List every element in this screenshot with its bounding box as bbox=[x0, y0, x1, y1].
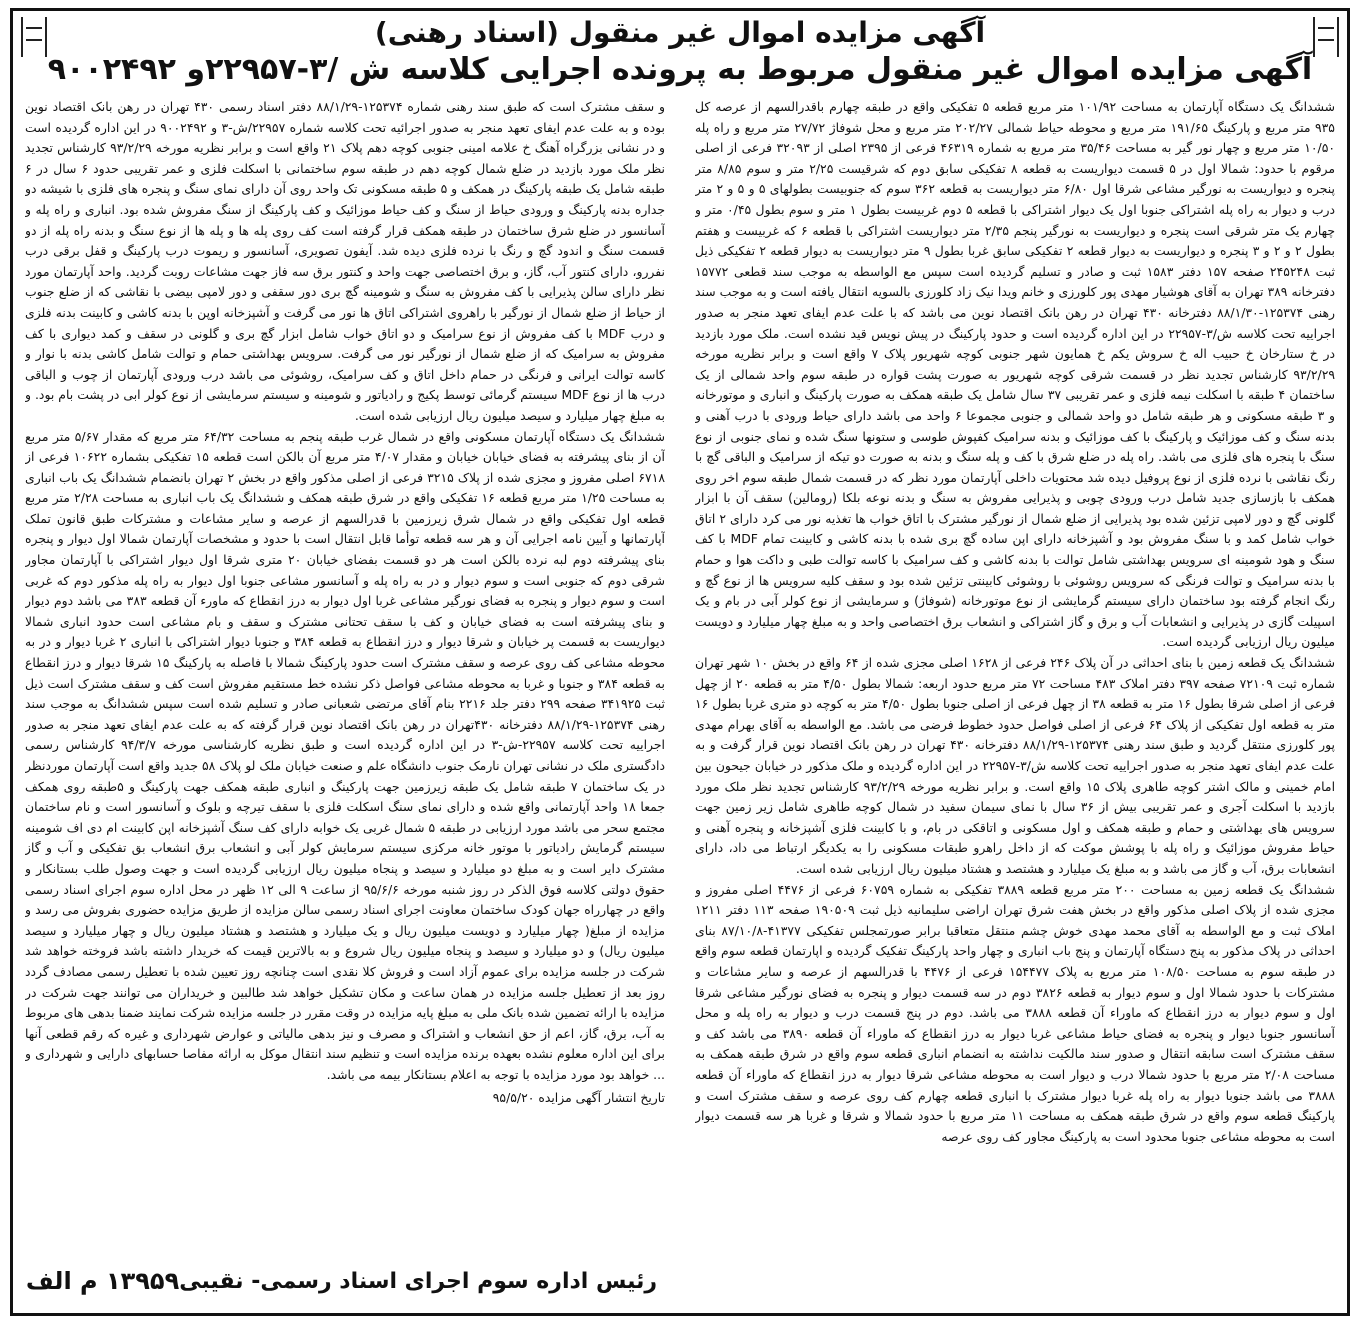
property-paragraph: ششدانگ یک قطعه زمین به مساحت ۲۰۰ متر مربع قطعه ۳۸۸۹ تفکیکی به شماره ۶۰۷۵۹ فرعی از ۴۴۷۶ اصلی مفروز و مجزی شده از پلاک اصلی مذکور واقع در بخش هفت شرق تهران اراضی سلیمانیه ذیل ثبت ۱۹۰۵۰۹ صفحه ۱۱۳ دفتر ۱۲۱۱ املاک ثبت و مع الواسطه به آقای محمد مهدی خوش چشم منتقل متعاقبا برابر صورتمجلس تفکیکی ۴۱۳۷۷-۸۷/۱۰/۸ بنای احداثی در پلاک مذکور به پنج دستگاه آپارتمان و پنج باب انباری و چهار واحد پارکینگ تفکیک گردیده و اپارتمان قطعه سوم واقع در طبقه سوم به مساحت ۱۰۸/۵۰ متر مربع به پلاک ۱۵۴۴۷۷ فرعی از ۴۴۷۶ با قدرالسهم از عرصه و سایر مشاعات و مشترکات با حدود شمالا اول و سوم دیوار به قطعه ۳۸۲۶ دوم در سه قسمت دیوار و پنجره به فضای نورگیر مشاعی شرقا اول و سوم دیوار به درز انقطاع که ماوراء آن قطعه ۳۸۸۸ می باشد. دوم در پنج قسمت درب و دیوار به راه پله و محل آسانسور جنوبا دیوار و پنجره به فضای حیاط مشاعی غربا دیوار به درز انقطاع که ماوراء آن قطعه ۳۸۹۰ می باشد کف و سقف مشترک است سابقه انتقال و صدور سند مالکیت نداشته به انضمام انباری قطعه سوم واقع در شرق طبقه همکف به مساحت ۲/۰۸ متر مربع با حدود شمالا درب و دیوار است به محوطه مشاعی شرقا دیوار به درز انقطاع که ماوراء آن قطعه ۳۸۸۸ می باشد جنوبا دیوار به راه پله غربا دیوار مشترک با انباری قطعه چهارم کف روی عرصه و سقف مشترک است و پارکینگ قطعه سوم واقع در شرق طبقه همکف به مساحت ۱۱ متر مربع با حدود شمالا و شرقا و غربا هر سه قسمت دیوار است به محوطه مشاعی جنوبا محدود است به پارکینگ مجاور کف روی عرصه bbox=[695, 881, 1335, 1144]
right-column bbox=[695, 97, 1335, 1257]
property-paragraph: ششدانگ یک قطعه زمین با بنای احداثی در آن پلاک ۲۴۶ فرعی از ۱۶۲۸ اصلی مجزی شده از ۶۴ واقع در بخش ۱۰ شهر تهران شماره ثبت ۷۲۱۰۹ صفحه ۳۹۷ دفتر املاک ۴۸۳ مساحت ۷۲ متر مربع حدود اربعه: شمالا بطول ۴/۵۰ متر به قطعه ۲۰ از چهل فرعی از اصلی شرقا بطول ۱۶ متر به قطعه ۳۸ از چهل فرعی از اصلی جنوبا بطول ۴/۵۰ متر به کوچه دو متری غربا بطول ۱۶ متر به قطعه اول تفکیکی از پلاک ۶۴ فرعی از اصلی فواصل حدود خطوط فرضی می باشد. مع الواسطه به آقای بهرام مهدی پور کلورزی منتقل گردید و طبق سند رهنی ۱۲۵۳۷۴-۸۸/۱/۲۹ دفترخانه ۴۳۰ تهران در رهن بانک اقتصاد نوین قرار گرفت و به علت عدم ایفای تعهد منجر به صدور اجراییه تحت کلاسه ش/۳-۲۲۹۵۷ در این اداره گردیده و ملک مذکور در خیابان جیحون بین امام خمینی و مالک اشتر کوچه طاهری پلاک ۱۵ واقع است. و برابر نظریه مورخه ۹۳/۲/۲۹ کارشناس تجدید نظر ملک مورد بازدید با اسکلت آجری و عمر تقریبی بیش از ۳۶ سال با نمای سیمان سفید در شمال کوچه طاهری شامل زیر زمین جهت سرویس های بهداشتی و حمام و طبقه همکف و اول مسکونی و اتاقکی در بام، و با کابینت فلزی آشپزخانه و پنجره آهنی و حیاط مفروش موزائیک و راه پله با پوشش موکت که از داخل راهرو طبقات مسکونی را به یکدیگر ارتباط می داد، دارای انشعابات برق، آب و گاز می باشد و به مبلغ یک میلیارد و هشتصد و هشتاد میلیون ریال ارزیابی شده است. bbox=[695, 655, 1335, 876]
page-title: آگهی مزایده اموال غیر منقول (اسناد رهنی) bbox=[374, 16, 986, 49]
reference-number: ۱۳۹۵۹ م الف bbox=[25, 1267, 180, 1295]
frame-ornament-icon bbox=[1313, 17, 1339, 57]
left-column bbox=[25, 97, 665, 1257]
text-columns bbox=[13, 97, 1347, 1257]
property-paragraph: ششدانگ یک دستگاه آپارتمان مسکونی واقع در شمال غرب طبقه پنجم به مساحت ۶۴/۳۲ متر مربع که مقدار ۵/۶۷ متر مربع آن از بنای پیشرفته به فضای خیابان خیابان و مقدار ۴/۰۷ متر مربع آن بالکن است قطعه ۱۵ تفکیکی بشماره ۱۰۶۲۲ فرعی از ۶۷۱۸ اصلی مفروز و مجزی شده از پلاک ۳۲۱۵ فرعی از اصلی مذکور واقع در بخش ۲ تهران بانضمام ششدانگ یک باب انباری به مساحت ۱/۲۵ متر مربع قطعه ۱۶ تفکیکی واقع در شرق طبقه همکف و ششدانگ یک باب انباری به مساحت ۲/۲۸ متر مربع قطعه اول تفکیکی واقع در شمال شرق زیرزمین با قدرالسهم از عرصه و سایر مشاعات و مشترکات طبق قانون تملک آپارتمانها و آیین نامه اجرایی آن و هر سه قطعه توأما قابل انتقال است با حدود و مشخصات آپارتمان شمالا اول دیوار و پنجره بنای پیشرفته دوم لبه نرده بالکن است هر دو قسمت بفضای خیابان ۲۰ متری شرقا اول دیوار اشتراکی با آپارتمان مجاور شرقی دوم که جنوبی است و سوم دیوار و در به راه پله و آسانسور مشاعی جنوبا اول دیوار به راه پله مذکور دوم که غربی است و سوم دیوار و پنجره به فضای نورگیر مشاعی غربا اول دیوار به درز انقطاع که ماورء آن قطعه ۳۸۳ می باشد دوم دیوار و بنای پیشرفته است به فضای خیابان و کف با سقف تحتانی مشترک و سقف و بام مشاعی است حدود انباری شمالا دیواریست به قسمت پر خیابان و شرقا دیوار و درز انقطاع به قطعه ۳۸۴ و جنوبا دیوار اشتراکی با انباری ۲ غربا دیوار و در به محوطه مشاعی کف روی عرصه و سقف مشترک است حدود پارکینگ شمالا با فاصله به پارکینگ ۱۵ شرقا دیوار و درز انقطاع به قطعه ۳۸۴ و جنوبا و غربا به محوطه مشاعی فواصل ذکر نشده خط مستقیم مفروش است کف و سقف مشترک است ذیل ثبت ۳۴۱۹۲۵ صفحه ۲۹۹ دفتر جلد ۲۲۱۶ بنام آقای مرتضی شعبانی صادر و تسلیم شده است سپس ششدانگ به موجب سند رهنی ۱۲۵۳۷۴-۸۸/۱/۲۹ دفترخانه ۴۳۰تهران در رهن بانک اقتصاد نوین قرار گرفته که به علت عدم ایفای تعهد منجر به صدور اجراییه تحت کلاسه ۲۲۹۵۷-ش-۳ در این اداره گردیده است و طبق نظریه کارشناسی مورخه ۹۴/۳/۷ کارشناس رسمی دادگستری ملک در نشانی تهران نارمک جنوب دانشگاه علم و صنعت خیابان ملک لو پلاک ۵۸ جدید واقع است آپارتمان موردنظر در یک ساختمان ۷ طبقه شامل یک طبقه زیرزمین جهت پارکینگ و انباری طبقه همکف جهت پارکینگ و ۵طبقه روی همکف جمعا ۱۸ واحد آپارتمانی واقع شده و دارای نمای سنگ اسکلت فلزی با سقف تیرچه و بلوک و آسانسور است و نام ساختمان مجتمع سحر می باشد مورد ارزیابی در طبقه ۵ شمال غربی یک خوابه دارای کف سنگ آشپزخانه اپن کابینت ام دی اف شومینه سیستم گرمایش رادیاتور با موتور خانه مرکزی سیستم سرمایش کولر آبی و انشعاب برق انشعاب بق تفکیکی و آب و گاز مشترک دایر است و به مبلغ دو میلیارد و سیصد و پنجاه میلیون ریال ارزیابی گردیده است و جهت وصول طلب بستانکار و حقوق دولتی کلاسه فوق الذکر در روز شنبه مورخه ۹۵/۶/۶ از ساعت ۹ الی ۱۲ ظهر در محل اداره سوم اجرای اسناد رسمی واقع در چهارراه جهان کودک ساختمان معاونت اجرای اسناد رسمی سالن مزایده از طریق مزایده حضوری بفروش می رسد و مزایده از مبلغ( چهار میلیارد و دویست میلیون ریال و یک میلیارد و هشتصد و هشتاد میلیون ریال و چهار میلیارد و سیصد میلیون ریال) و دو میلیارد و سیصد و پنجاه میلیون ریال شروع و به بالاترین قیمت که خریدار داشته باشد فروخته خواهد شد شرکت در جلسه مزایده برای عموم آزاد است و فروش کلا نقدی است چنانچه روز تعیین شده با تعطیل رسمی مصادف گردد روز بعد از تعطیل جلسه مزایده در همان ساعت و مکان تشکیل خواهد شد طالبین و خریداران می توانند جهت شرکت در مزایده با ارائه تضمین شده بانک ملی به مبلغ پایه مزایده در وقت مقرر در جلسه مزایده شرکت نمایند ضمنا بدهی های مربوط به آب، برق، گاز، اعم از حق انشعاب و اشتراک و مصرف و نیز بدهی مالیاتی و عوارض شهرداری و غیره که رقم قطعی آنها برای این اداره معلوم نشده بعهده برنده مزایده است و تنظیم سند انتقال موکل به ارائه مفاصا حسابهای دارایی و شهرداری و ... خواهد بود مورد مزایده با توجه به اعلام بستانکار بیمه می باشد. bbox=[25, 428, 665, 1082]
frame-ornament-icon bbox=[21, 17, 47, 57]
publication-date: تاریخ انتشار آگهی مزایده ۹۵/۵/۲۰ bbox=[492, 1089, 665, 1105]
property-paragraph: ششدانگ یک دستگاه آپارتمان به مساحت ۱۰۱/۹۲ متر مربع قطعه ۵ تفکیکی واقع در طبقه چهارم باقدرالسهم از عرصه کل ۹۳۵ متر مربع و پارکینگ ۱۹۱/۶۵ متر مربع و محوطه حیاط شمالی ۲۰۲/۲۷ متر مربع و محل شوفاژ ۲۷/۷۲ متر مربع و راه پله ۱۰/۵۰ متر مربع و چهار نور گیر به مساحت ۳۵/۴۶ متر مربع به شماره ۴۶۳۱۹ فرعی از ۲۳۹۵ اصلی از ۳۲۰۹۳ فرعی از اصلی مرقوم با حدود: شمالا اول در ۵ قسمت دیواریست به قطعه ۸ تفکیکی سابق دوم که شرقیست ۲/۲۵ متر و سوم ۸/۸۵ متر پنجره و دیواریست به نورگیر مشاعی شرقا اول ۶/۸۰ متر دیواریست به قطعه ۳۶۲ سوم که جنوبیست بطولهای ۵ و ۵ و ۲ متر درب و دیوار به راه پله اشتراکی جنوبا اول یک دیوار اشتراکی با قطعه ۵ دوم غربیست بطول ۱ متر و سوم بطول ۰/۴۵ متر و چهارم یک متر شرقی است پنجره و دیواریست به نورگیر پنجم ۲/۳۵ متر دیواریست اشتراکی با قطعه ۶ که غربیست و هفتم بطول ۲ و ۲ و ۳ پنجره و دیواریست به دیوار قطعه ۲ تفکیکی سابق غربا بطول ۹ متر دیواریست به دیوار قطعه ۲ تفکیکی ذیل ثبت ۲۴۵۲۴۸ صفحه ۱۵۷ دفتر ۱۵۸۳ ثبت و صادر و تسلیم گردیده است سپس مع الواسطه به موجب سند قطعی ۱۵۷۷۲ دفترخانه ۳۸۹ تهران به آقای هوشیار مهدی پور کلورزی و خانم ویدا نیک زاد کلورزی بالسویه انتقال یافته است و به موجب سند رهنی ۱۲۵۳۷۴-۸۸/۱/۳۰ دفترخانه ۴۳۰ تهران در رهن بانک اقتصاد نوین می باشد که با علت عدم ایفای تعهد منجر به صدور اجراییه تحت کلاسه ش/۳-۲۲۹۵۷ در این اداره گردیده است و حدود پارکینگ در پیش نویس قید نشده است. ملک مورد بازدید در خ ستارخان خ حبیب اله خ سروش یکم خ همایون شهر جنوبی کوچه شهریور پلاک ۷ واقع است و برابر نظریه مورخه ۹۳/۲/۲۹ کارشناس تجدید نظر در قسمت شرقی کوچه شهریور به صورت پشت قواره در طبقه سوم واحد شمالی از یک ساختمان ۴ طبقه با اسکلت نیمه فلزی و عمر تقریبی ۳۷ سال شامل یک طبقه همکف به صورت پارکینگ و انباری و موتورخانه و ۳ طبقه مسکونی و هر طبقه شامل دو واحد شمالی و جنوبی مجموعا ۶ واحد می باشد دارای حیاط ورودی با درب آهنی و بدنه سنگ و کف موزائیک و پارکینگ با کف موزائیک و بدنه سرامیک کفپوش طوسی و ستونها سنگ شده و نمای جنوبی از نوع سنگ با پنجره های فلزی می باشد. راه پله در ضلع شرق با کف و پله سنگ و بدنه به صورت دو تیکه از سرامیک و الباقی گچ با رنگ نقاشی با نرده فلزی از نوع پروفیل دیده شد محتویات داخلی آپارتمان مورد نظر که در قسمت شمال طبقه سوم اخر روی همکف با بازسازی جدید شامل درب ورودی چوبی و پذیرایی مفروش به سنگ و بدنه نوعه بلکا (رومالین) سقف آن با ابزار گلونی گچ و دور لامپی تزئین شده بود پذیرایی از ضلع شمال از نورگیر مشترک با اتاق خواب ها تغذیه نور می کرد دارای ۲ اتاق خواب شامل کمد و با سنگ مفروش بود و آشپزخانه دارای اپن ساده گچ بری شده با بدنه کاشی و کابینت تمام MDF با کف سنگ و هود شومینه ای سرویس بهداشتی شامل توالت با بدنه کاشی و کف سرامیک با کاسه توالت طبی و داکت هوا و حمام با بدنه سرامیک و توالت فرنگی که سرویس روشوئی با روشوئی کابینتی تزئین شده بود و سقف کلیه سرویس ها از نوع گچ و رنگ انجام گرفته بود ساختمان دارای سیستم گرمایشی از نوع موتورخانه (شوفاژ) و سرمایشی از نوع کولر آبی در بام و یک اسپیلت گازی در پذیرایی و انشعابات آب و برق و گاز اشتراکی و انشعاب برق اختصاصی واحد و به مبلغ چهار میلیارد و دویست میلیون ریال ارزیابی گردیده است. bbox=[695, 99, 1335, 650]
page-subtitle: آگهی مزایده اموال غیر منقول مربوط به پرونده اجرایی کلاسه ش /۳-۲۲۹۵۷و ۹۰۰۲۴۹۲ bbox=[47, 52, 1313, 87]
property-paragraph: و سقف مشترک است که طبق سند رهنی شماره ۱۲۵۳۷۴-۸۸/۱/۲۹ دفتر اسناد رسمی ۴۳۰ تهران در رهن بانک اقتصاد نوین بوده و به علت عدم ایفای تعهد منجر به صدور اجرائیه تحت کلاسه شماره ۲۲۹۵۷/ش-۳ و ۹۰۰۲۴۹۲ در این اداره گردیده است و در نشانی بزرگراه آهنگ خ علامه امینی جنوبی کوچه دهم پلاک ۲۱ واقع است و برابر نظریه مورخه ۹۳/۲/۲۹ کارشناس تجدید نظر ملک مورد بازدید در ضلع شمال کوچه دهم در طبقه سوم ساختمانی با اسکلت فلزی و عمر تقریبی حدود ۶ سال در ۶ طبقه شامل یک طبقه پارکینگ در همکف و ۵ طبقه مسکونی تک واحد روی آن دارای نمای سنگ و پنجره های فلزی با شیشه دو جداره بدنه پارکینگ و ورودی حیاط از سنگ و کف حیاط موزائیک و کف پارکینگ از سنگ مفروش شده بود. انباری و راه پله و آسانسور در ضلع شرق ساختمان در طبقه همکف قرار گرفته است کف روی پله ها و پله ها از نوع سنگ و بدنه راه پله از دو قسمت سنگ و اندود گچ و رنگ با نرده فلزی دیده شد. آیفون تصویری، آسانسور و ریموت درب پارکینگ و قفل برقی درب نفررو، دارای کنتور آب، گاز، و برق اختصاصی جهت واحد و کنتور برق سه فاز جهت مشاعات روبت گردید. واحد آپارتمان مورد نظر دارای سالن پذیرایی با کف مفروش به سنگ و شومینه گچ بری دور سقفی و دور لامپی بیضی با نقاشی که از ضلع جنوب از حیاط از ضلع شمال از نورگیر با راهروی اشتراکی اتاق ها نور می گرفت و آشپزخانه اوپن با بدنه کاشی و کابینت بدنه فلزی و درب MDF با کف مفروش از نوع سرامیک و دو اتاق خواب شامل ابزار گچ بری و گلونی در سقف و کمد دیواری با کف مفروش به سرامیک که از ضلع شمال از نورگیر نور می گرفت. سرویس بهداشتی حمام و توالت شامل کاشی بدنه با نوار و کاسه توالت ایرانی و فرنگی در حمام داخل اتاق و کف سرامیک، روشوئی می باشد درب ورودی آپارتمان از چوب و الباقی درب ها از نوع MDF سیستم گرمائی توسط پکیج و رادیاتور و شومینه و سیستم سرمایشی از نوع کولر ابی در پشت بام بود. و به مبلغ چهار میلیارد و سیصد میلیون ریال ارزیابی شده است. bbox=[25, 99, 665, 423]
notice-page bbox=[10, 8, 1350, 1316]
notice-footer bbox=[27, 1259, 657, 1303]
signature-line: رئیس اداره سوم اجرای اسناد رسمی- نقیبی bbox=[179, 1268, 657, 1294]
